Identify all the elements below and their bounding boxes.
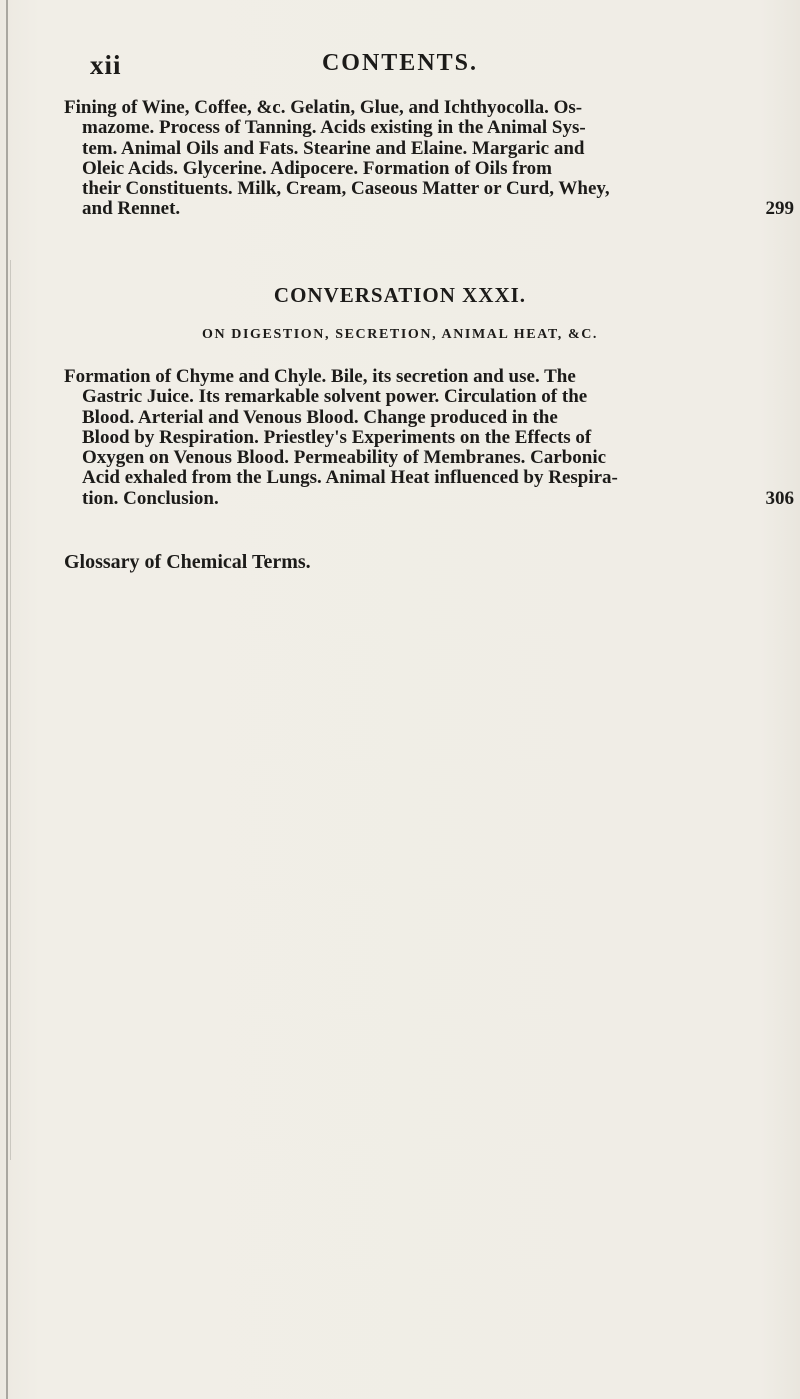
entry-line: mazome. Process of Tanning. Acids existing in the Animal Sys-	[82, 117, 586, 139]
entry-page-number: 306	[765, 487, 794, 509]
entry-line: Blood. Arterial and Venous Blood. Change produced in the	[82, 406, 558, 428]
entry-text: tion. Conclusion.	[82, 487, 219, 509]
entry-page-number: 299	[765, 198, 794, 220]
entry-line: Blood by Respiration. Priestley's Experiments on the Effects of	[82, 426, 592, 448]
entry-line: Fining of Wine, Coffee, &c. Gelatin, Glue, and Ichthyocolla. Os-	[64, 97, 583, 118]
conversation-subtitle: ON DIGESTION, SECRETION, ANIMAL HEAT, &C.	[201, 327, 599, 342]
entry-line: Gastric Juice. Its remarkable solvent power. Circulation of the	[82, 386, 588, 408]
entry-line: Acid exhaled from the Lungs. Animal Heat influenced by Respira-	[82, 467, 618, 489]
entry-line: their Constituents. Milk, Cream, Caseous Matter or Curd, Whey,	[82, 178, 610, 200]
conversation-title: CONVERSATION XXXI.	[273, 283, 527, 307]
entry-line-last	[64, 199, 794, 219]
contents-entry-conversation-xxxi	[64, 367, 794, 509]
contents-entry-conversation-xxx	[64, 98, 794, 220]
page-header	[0, 50, 800, 90]
entry-line: Formation of Chyme and Chyle. Bile, its secretion and use. The	[64, 366, 576, 387]
entry-line: tem. Animal Oils and Fats. Stearine and Elaine. Margaric and	[82, 137, 585, 159]
page-gutter-shadow	[10, 260, 11, 1160]
running-title: CONTENTS.	[321, 50, 479, 76]
page-number: xii	[90, 50, 122, 80]
glossary-entry: Glossary of Chemical Terms.	[64, 551, 311, 573]
page-left-edge	[6, 0, 8, 1399]
entry-text: and Rennet.	[82, 198, 181, 220]
entry-line: Oleic Acids. Glycerine. Adipocere. Formation of Oils from	[82, 157, 552, 179]
entry-line: Oxygen on Venous Blood. Permeability of Membranes. Carbonic	[82, 447, 607, 469]
entry-line-last	[64, 489, 794, 509]
